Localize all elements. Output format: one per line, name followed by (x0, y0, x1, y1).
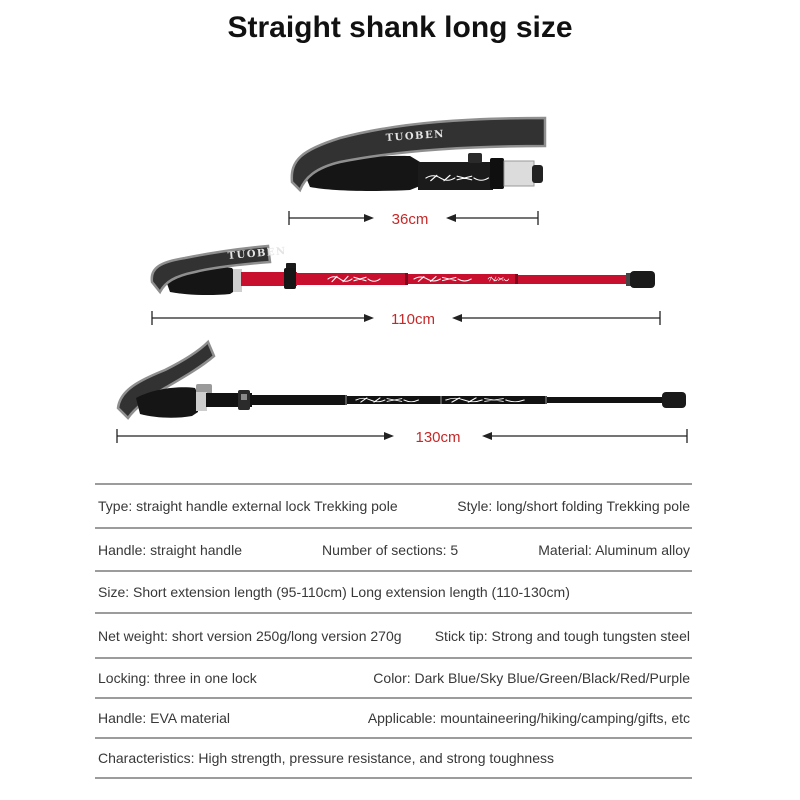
lock-clamp (490, 158, 504, 189)
shaft-joint (405, 273, 408, 285)
dimension-arrow-right (364, 214, 374, 222)
spec-row (95, 659, 692, 699)
spec-style: Style: long/short folding Trekking pole (457, 498, 690, 514)
pole-long-extended (118, 342, 686, 418)
shaft-joint (345, 395, 347, 405)
strap-brand-text: TUOBEN (227, 245, 288, 262)
spec-row (95, 614, 692, 659)
spec-color: Color: Dark Blue/Sky Blue/Green/Black/Red/Purple (373, 670, 690, 686)
lock-lever (241, 394, 247, 400)
lock-lever (468, 153, 482, 163)
spec-row (95, 485, 692, 529)
dimension-arrow-right (364, 314, 374, 322)
dimension-arrow-right (384, 432, 394, 440)
grip-collar (233, 269, 242, 292)
spec-table (95, 483, 692, 779)
spec-row (95, 739, 692, 779)
spec-handle: Handle: straight handle (98, 541, 242, 558)
page-title: Straight shank long size (227, 11, 573, 44)
spec-handle-material: Handle: EVA material (98, 710, 231, 726)
grip-collar (196, 392, 207, 411)
spec-net-weight: Net weight: short version 250g/long version 270g (98, 627, 402, 644)
shaft-joint (440, 396, 442, 404)
pole-tip (532, 165, 543, 183)
pole-short-extended (152, 246, 655, 295)
shaft-segment (547, 397, 665, 403)
shaft-joint (515, 274, 518, 284)
spec-stick-tip: Stick tip: Strong and tough tungsten steel (434, 627, 690, 644)
strap-brand-text: TUOBEN (385, 128, 446, 144)
spec-sections: Number of sections: 5 (322, 541, 459, 558)
spec-row (95, 699, 692, 739)
lock-clamp (284, 268, 296, 289)
spec-row (95, 572, 692, 614)
shaft-joint (545, 396, 547, 404)
folded-length-label: 36cm (391, 211, 429, 228)
pole-tip (630, 271, 655, 288)
spec-row (95, 529, 692, 572)
spec-characteristics: Characteristics: High strength, pressure resistance, and strong toughness (98, 750, 555, 766)
long-length-dimension (117, 429, 687, 443)
spec-material: Material: Aluminum alloy (538, 541, 690, 558)
inner-tube (504, 161, 534, 186)
short-length-label: 110cm (391, 311, 435, 328)
shaft-segment (518, 275, 630, 284)
spec-applicable: Applicable: mountaineering/hiking/camping/gifts, etc (367, 710, 690, 726)
pole-folded (292, 118, 545, 191)
spec-type: Type: straight handle external lock Trekking pole (98, 498, 398, 514)
spec-locking: Locking: three in one lock (98, 670, 257, 686)
pole-tip (662, 392, 686, 408)
spec-size: Size: Short extension length (95-110cm) Long extension length (110-130cm) (98, 584, 570, 600)
long-length-label: 130cm (415, 429, 461, 446)
shaft-segment (250, 395, 347, 405)
